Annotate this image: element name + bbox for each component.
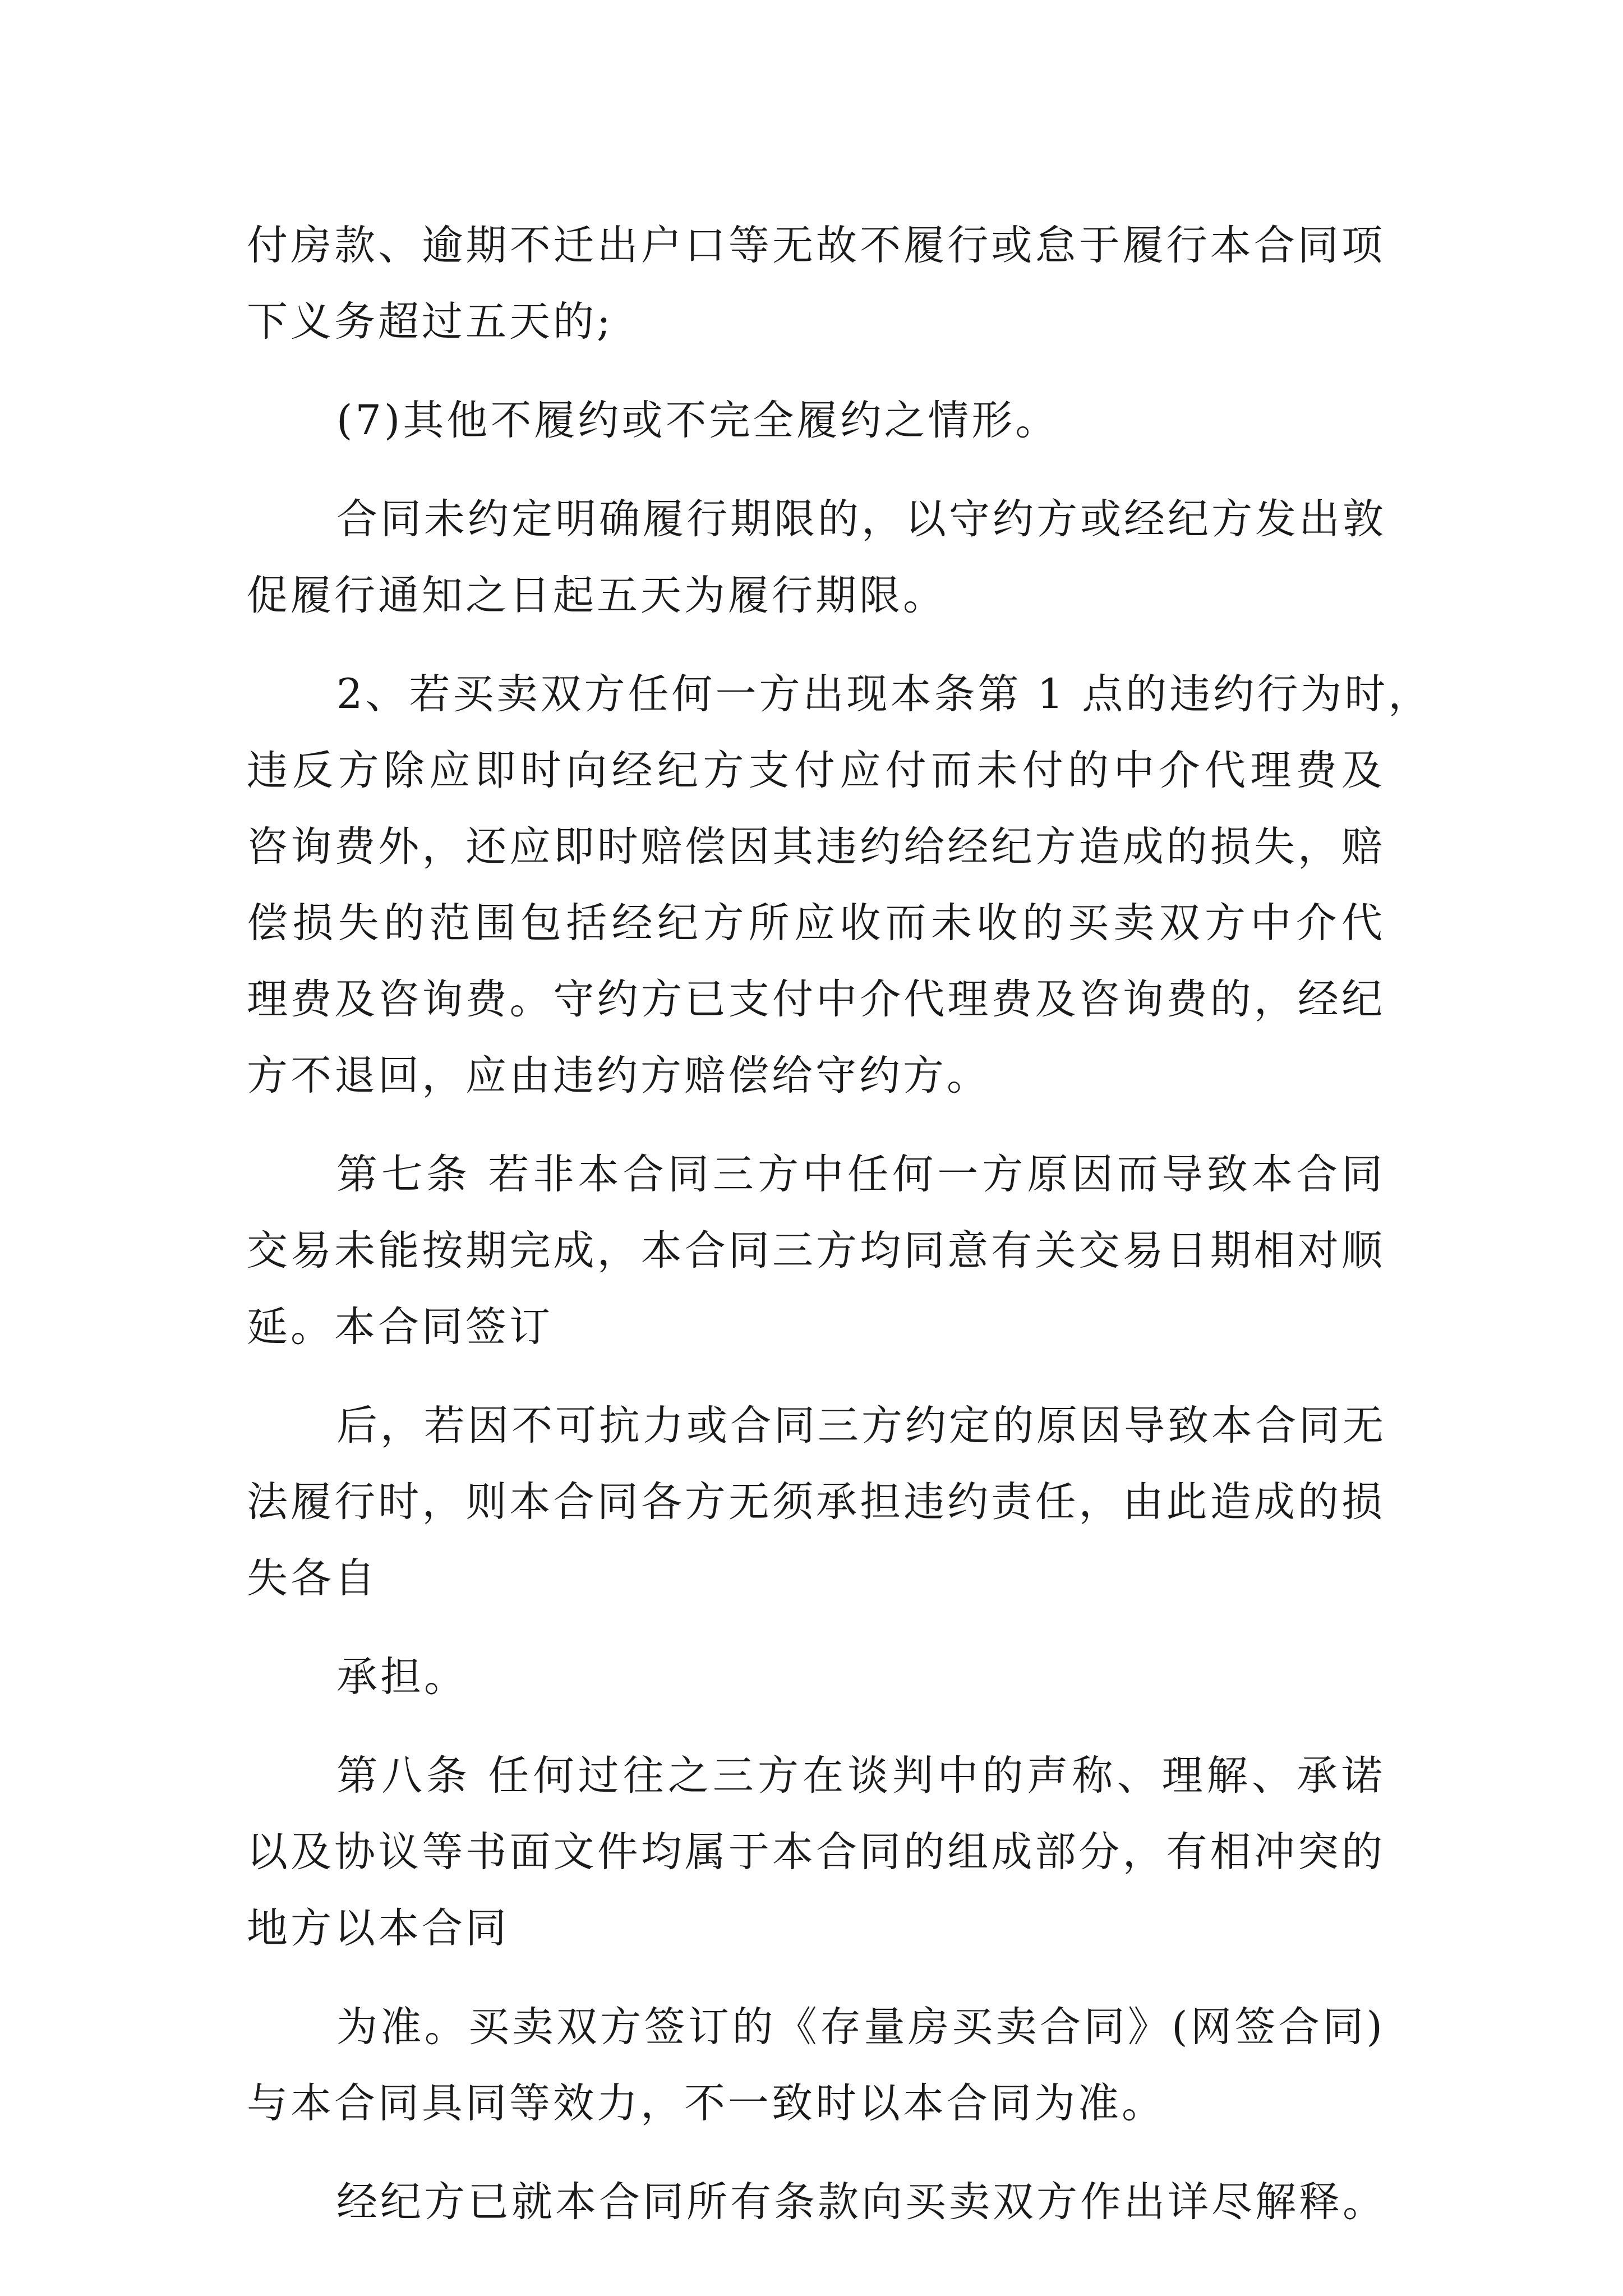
text-line: 方不退回，应由违约方赔偿给守约方。 xyxy=(247,1052,990,1099)
text-line: 交易未能按期完成，本合同三方均同意有关交易日期相对顺 xyxy=(247,1227,1385,1274)
text-line: 违反方除应即时向经纪方支付应付而未付的中介代理费及 xyxy=(247,747,1385,794)
paragraph-gap xyxy=(247,1365,1385,1388)
text-line: 偿损失的范围包括经纪方所应收而未收的买卖双方中介代 xyxy=(247,899,1385,947)
paragraph-gap xyxy=(247,360,1385,383)
paragraph xyxy=(247,1137,1385,1365)
paragraph-gap xyxy=(247,1114,1385,1137)
paragraph xyxy=(247,208,1385,360)
text-line: 承担。 xyxy=(336,1653,468,1701)
text-line: 咨询费外，还应即时赔偿因其违约给经纪方造成的损失，赔 xyxy=(247,823,1385,871)
text-line: 付房款、逾期不迁出户口等无故不履行或怠于履行本合同项 xyxy=(247,222,1385,269)
text-line: 下义务超过五天的; xyxy=(247,298,614,346)
text-line: 为准。买卖双方签订的《存量房买卖合同》(网签合同) xyxy=(336,2003,1385,2051)
document-body xyxy=(247,208,1432,2240)
paragraph-gap xyxy=(247,1967,1385,1989)
text-line: 2、若买卖双方任何一方出现本条第 1 点的违约行为时， xyxy=(336,670,1432,718)
text-line: 合同未约定明确履行期限的，以守约方或经纪方发出敦 xyxy=(336,495,1386,543)
paragraph-gap xyxy=(247,1617,1385,1639)
text-line: 第八条 任何过往之三方在谈判中的声称、理解、承诺 xyxy=(336,1752,1385,1800)
paragraph-gap xyxy=(247,1715,1385,1738)
text-line: 第七条 若非本合同三方中任何一方原因而导致本合同 xyxy=(336,1151,1385,1198)
paragraph xyxy=(247,1989,1385,2142)
paragraph xyxy=(247,1738,1385,1967)
paragraph-gap xyxy=(247,2142,1385,2164)
paragraph xyxy=(247,1639,1385,1715)
paragraph xyxy=(247,2164,1385,2240)
text-line: 地方以本合同 xyxy=(247,1904,509,1952)
paragraph xyxy=(247,1388,1385,1617)
text-line: 经纪方已就本合同所有条款向买卖双方作出详尽解释。 xyxy=(336,2178,1386,2226)
text-line: 促履行通知之日起五天为履行期限。 xyxy=(247,572,947,619)
text-line: 失各自 xyxy=(247,1554,378,1602)
paragraph xyxy=(247,481,1385,634)
paragraph-gap xyxy=(247,634,1385,656)
text-line: 理费及咨询费。守约方已支付中介代理费及咨询费的，经纪 xyxy=(247,976,1385,1023)
text-line: 以及协议等书面文件均属于本合同的组成部分，有相冲突的 xyxy=(247,1828,1385,1876)
paragraph xyxy=(247,656,1432,1114)
text-line: 后，若因不可抗力或合同三方约定的原因导致本合同无 xyxy=(336,1402,1386,1450)
text-line: (7)其他不履约或不完全履约之情形。 xyxy=(336,397,1059,444)
paragraph-gap xyxy=(247,459,1385,481)
text-line: 与本合同具同等效力，不一致时以本合同为准。 xyxy=(247,2079,1165,2127)
text-line: 法履行时，则本合同各方无须承担违约责任，由此造成的损 xyxy=(247,1478,1385,1526)
paragraph xyxy=(247,383,1385,459)
text-line: 延。本合同签订 xyxy=(247,1303,553,1351)
